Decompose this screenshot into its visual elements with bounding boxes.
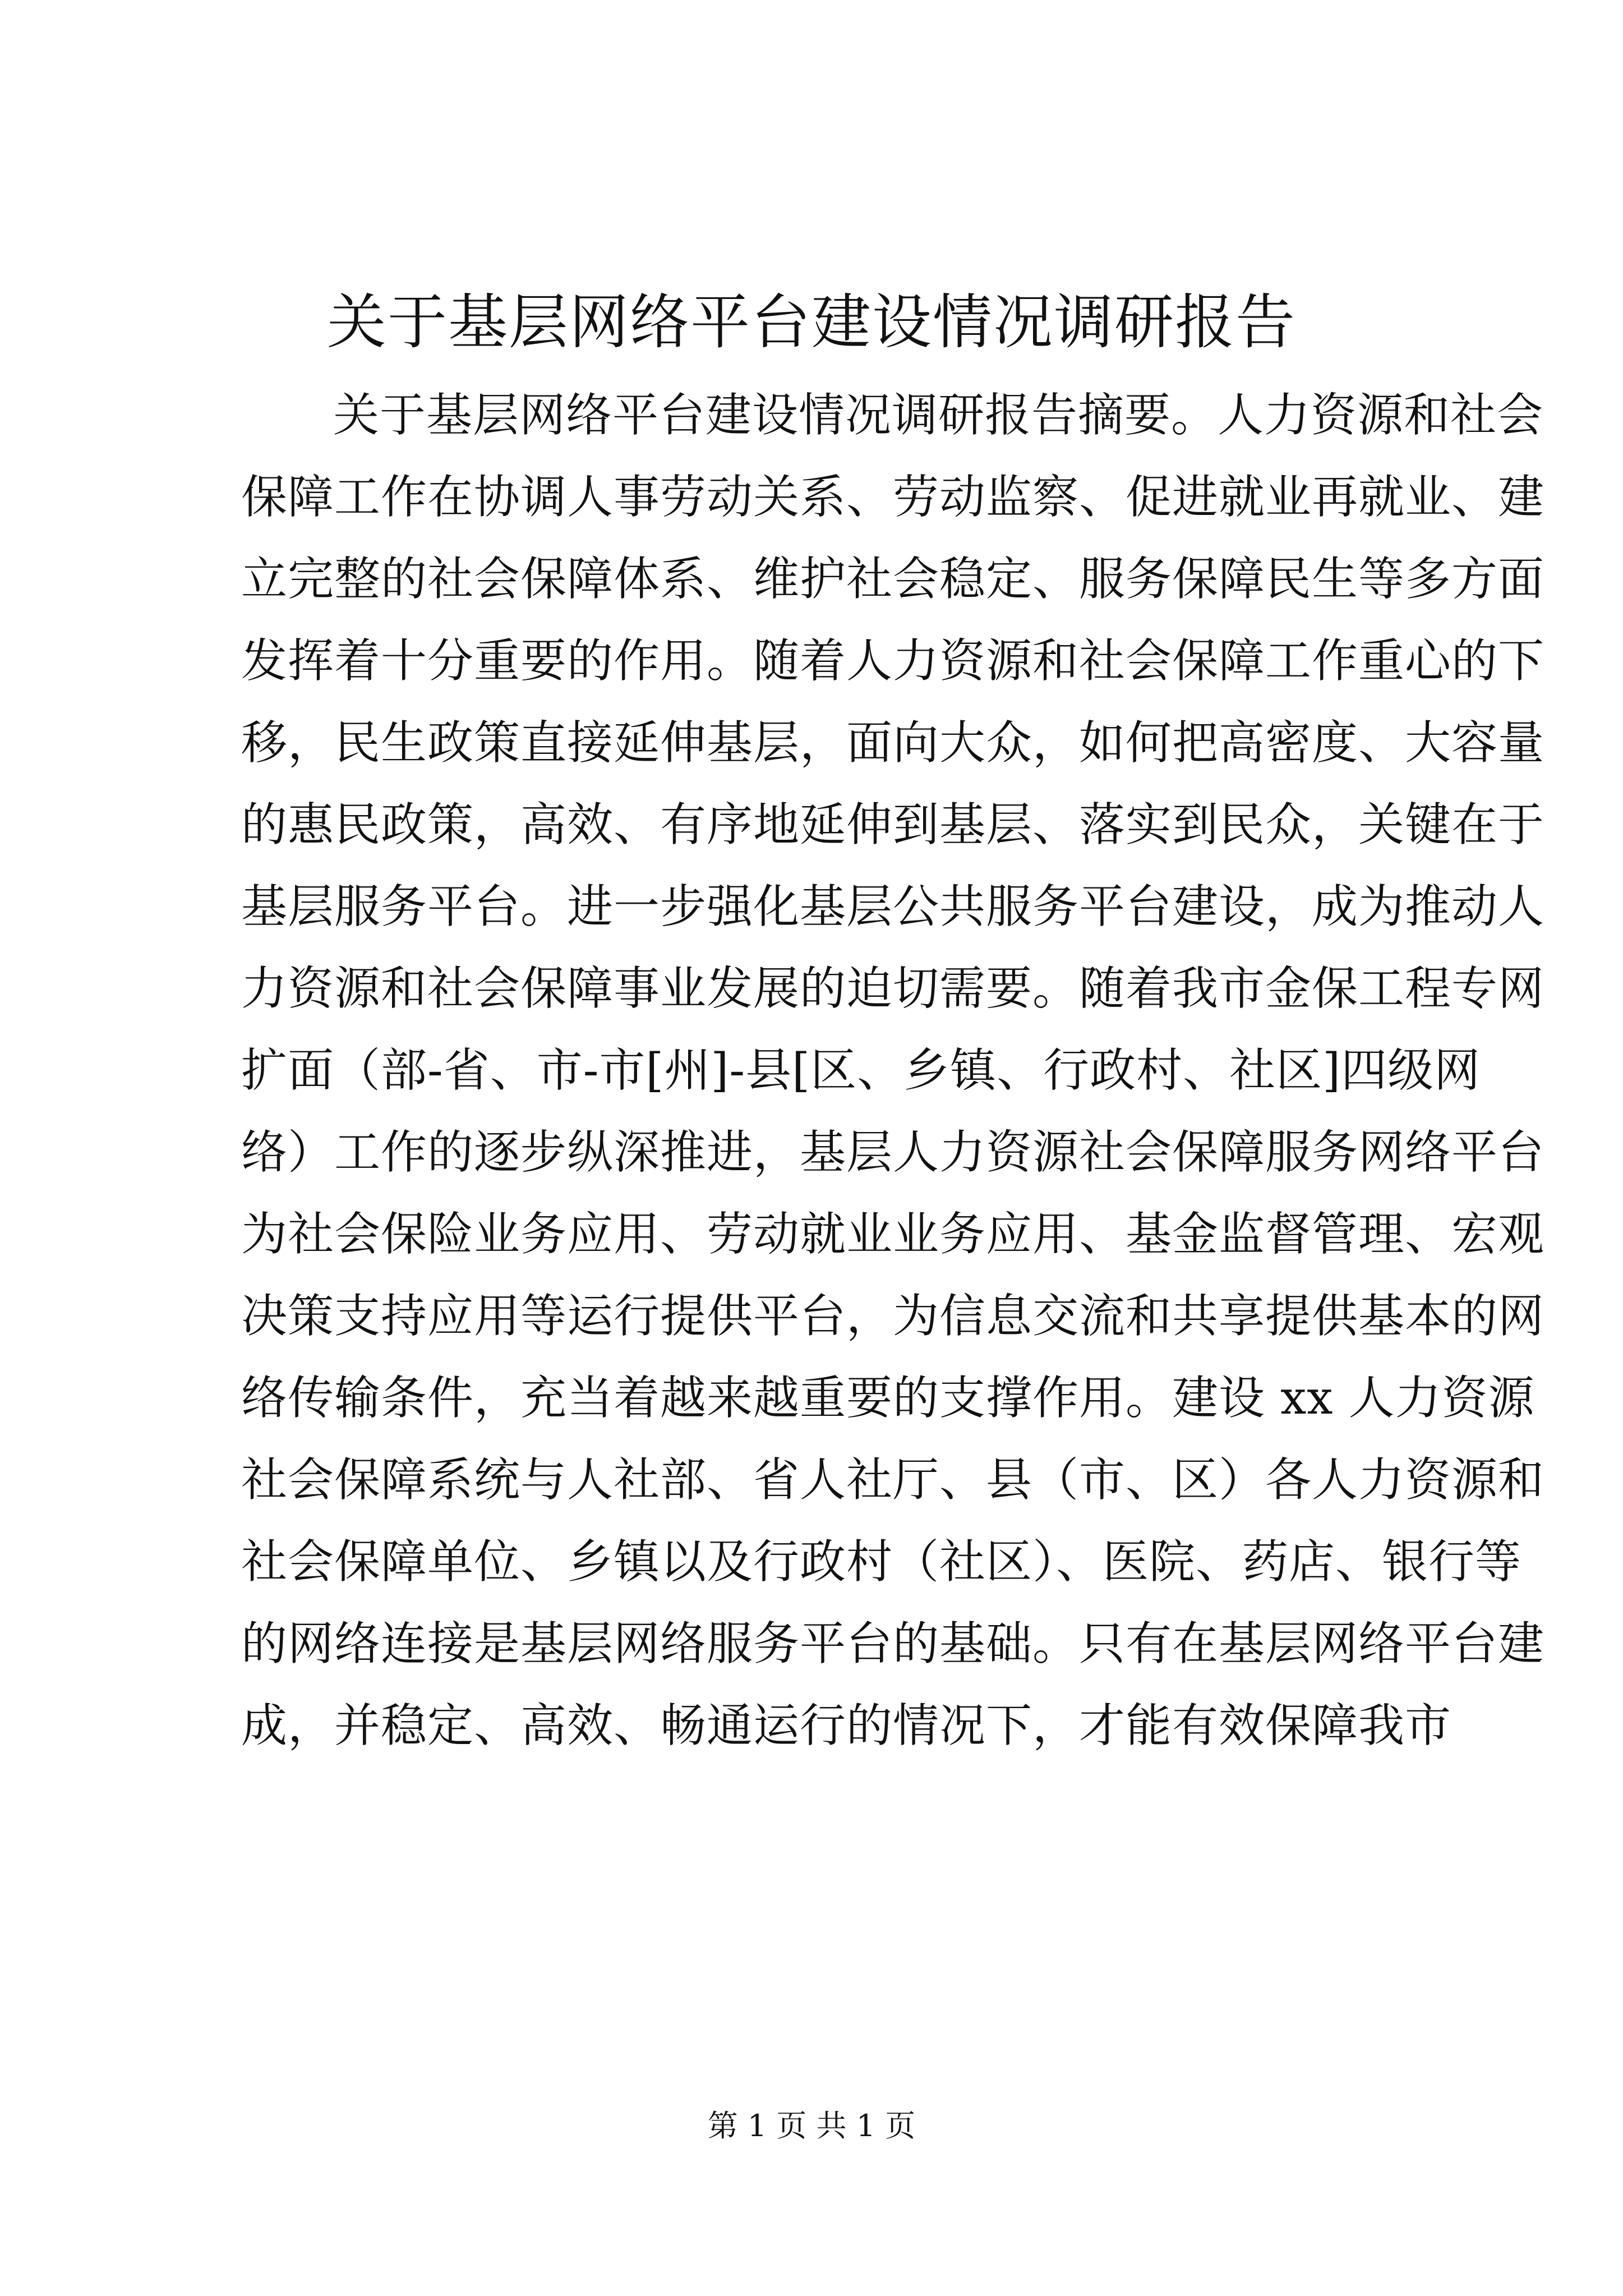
body-line: 发挥着十分重要的作用。随着人力资源和社会保障工作重心的下 [241,634,1545,688]
body-line: 络传输条件，充当着越来越重要的支撑作用。建设 xx 人力资源 [241,1372,1535,1425]
body-line: 决策支持应用等运行提供平台，为信息交流和共享提供基本的网 [241,1290,1545,1343]
body-line: 扩面（部-省、市-市[州]-县[区、乡镇、行政村、社区]四级网 [241,1044,1481,1097]
body-line: 基层服务平台。进一步强化基层公共服务平台建设，成为推动人 [241,880,1545,933]
body-line: 力资源和社会保障事业发展的迫切需要。随着我市金保工程专网 [241,962,1545,1015]
body-line: 为社会保险业务应用、劳动就业业务应用、基金监督管理、宏观 [241,1208,1545,1261]
body-line: 保障工作在协调人事劳动关系、劳动监察、促进就业再就业、建 [241,471,1545,524]
body-line: 络）工作的逐步纵深推进，基层人力资源社会保障服务网络平台 [241,1126,1545,1179]
document-title: 关于基层网络平台建设情况调研报告 [327,288,1296,357]
body-line: 社会保障单位、乡镇以及行政村（社区）、医院、药店、银行等 [241,1535,1522,1589]
body-line: 成，并稳定、高效、畅通运行的情况下，才能有效保障我市 [241,1699,1452,1752]
body-line: 的惠民政策，高效、有序地延伸到基层、落实到民众，关键在于 [241,798,1545,852]
body-line: 立完整的社会保障体系、维护社会稳定、服务保障民生等多方面 [241,553,1545,606]
body-line: 关于基层网络平台建设情况调研报告摘要。人力资源和社会 [333,389,1544,442]
document-body [241,375,1545,1767]
body-line: 的网络连接是基层网络服务平台的基础。只有在基层网络平台建 [241,1617,1545,1671]
page-footer: 第 1 页 共 1 页 [707,2108,916,2143]
body-line: 社会保障系统与人社部、省人社厅、县（市、区）各人力资源和 [241,1453,1545,1507]
body-line: 移，民生政策直接延伸基层，面向大众，如何把高密度、大容量 [241,716,1545,770]
